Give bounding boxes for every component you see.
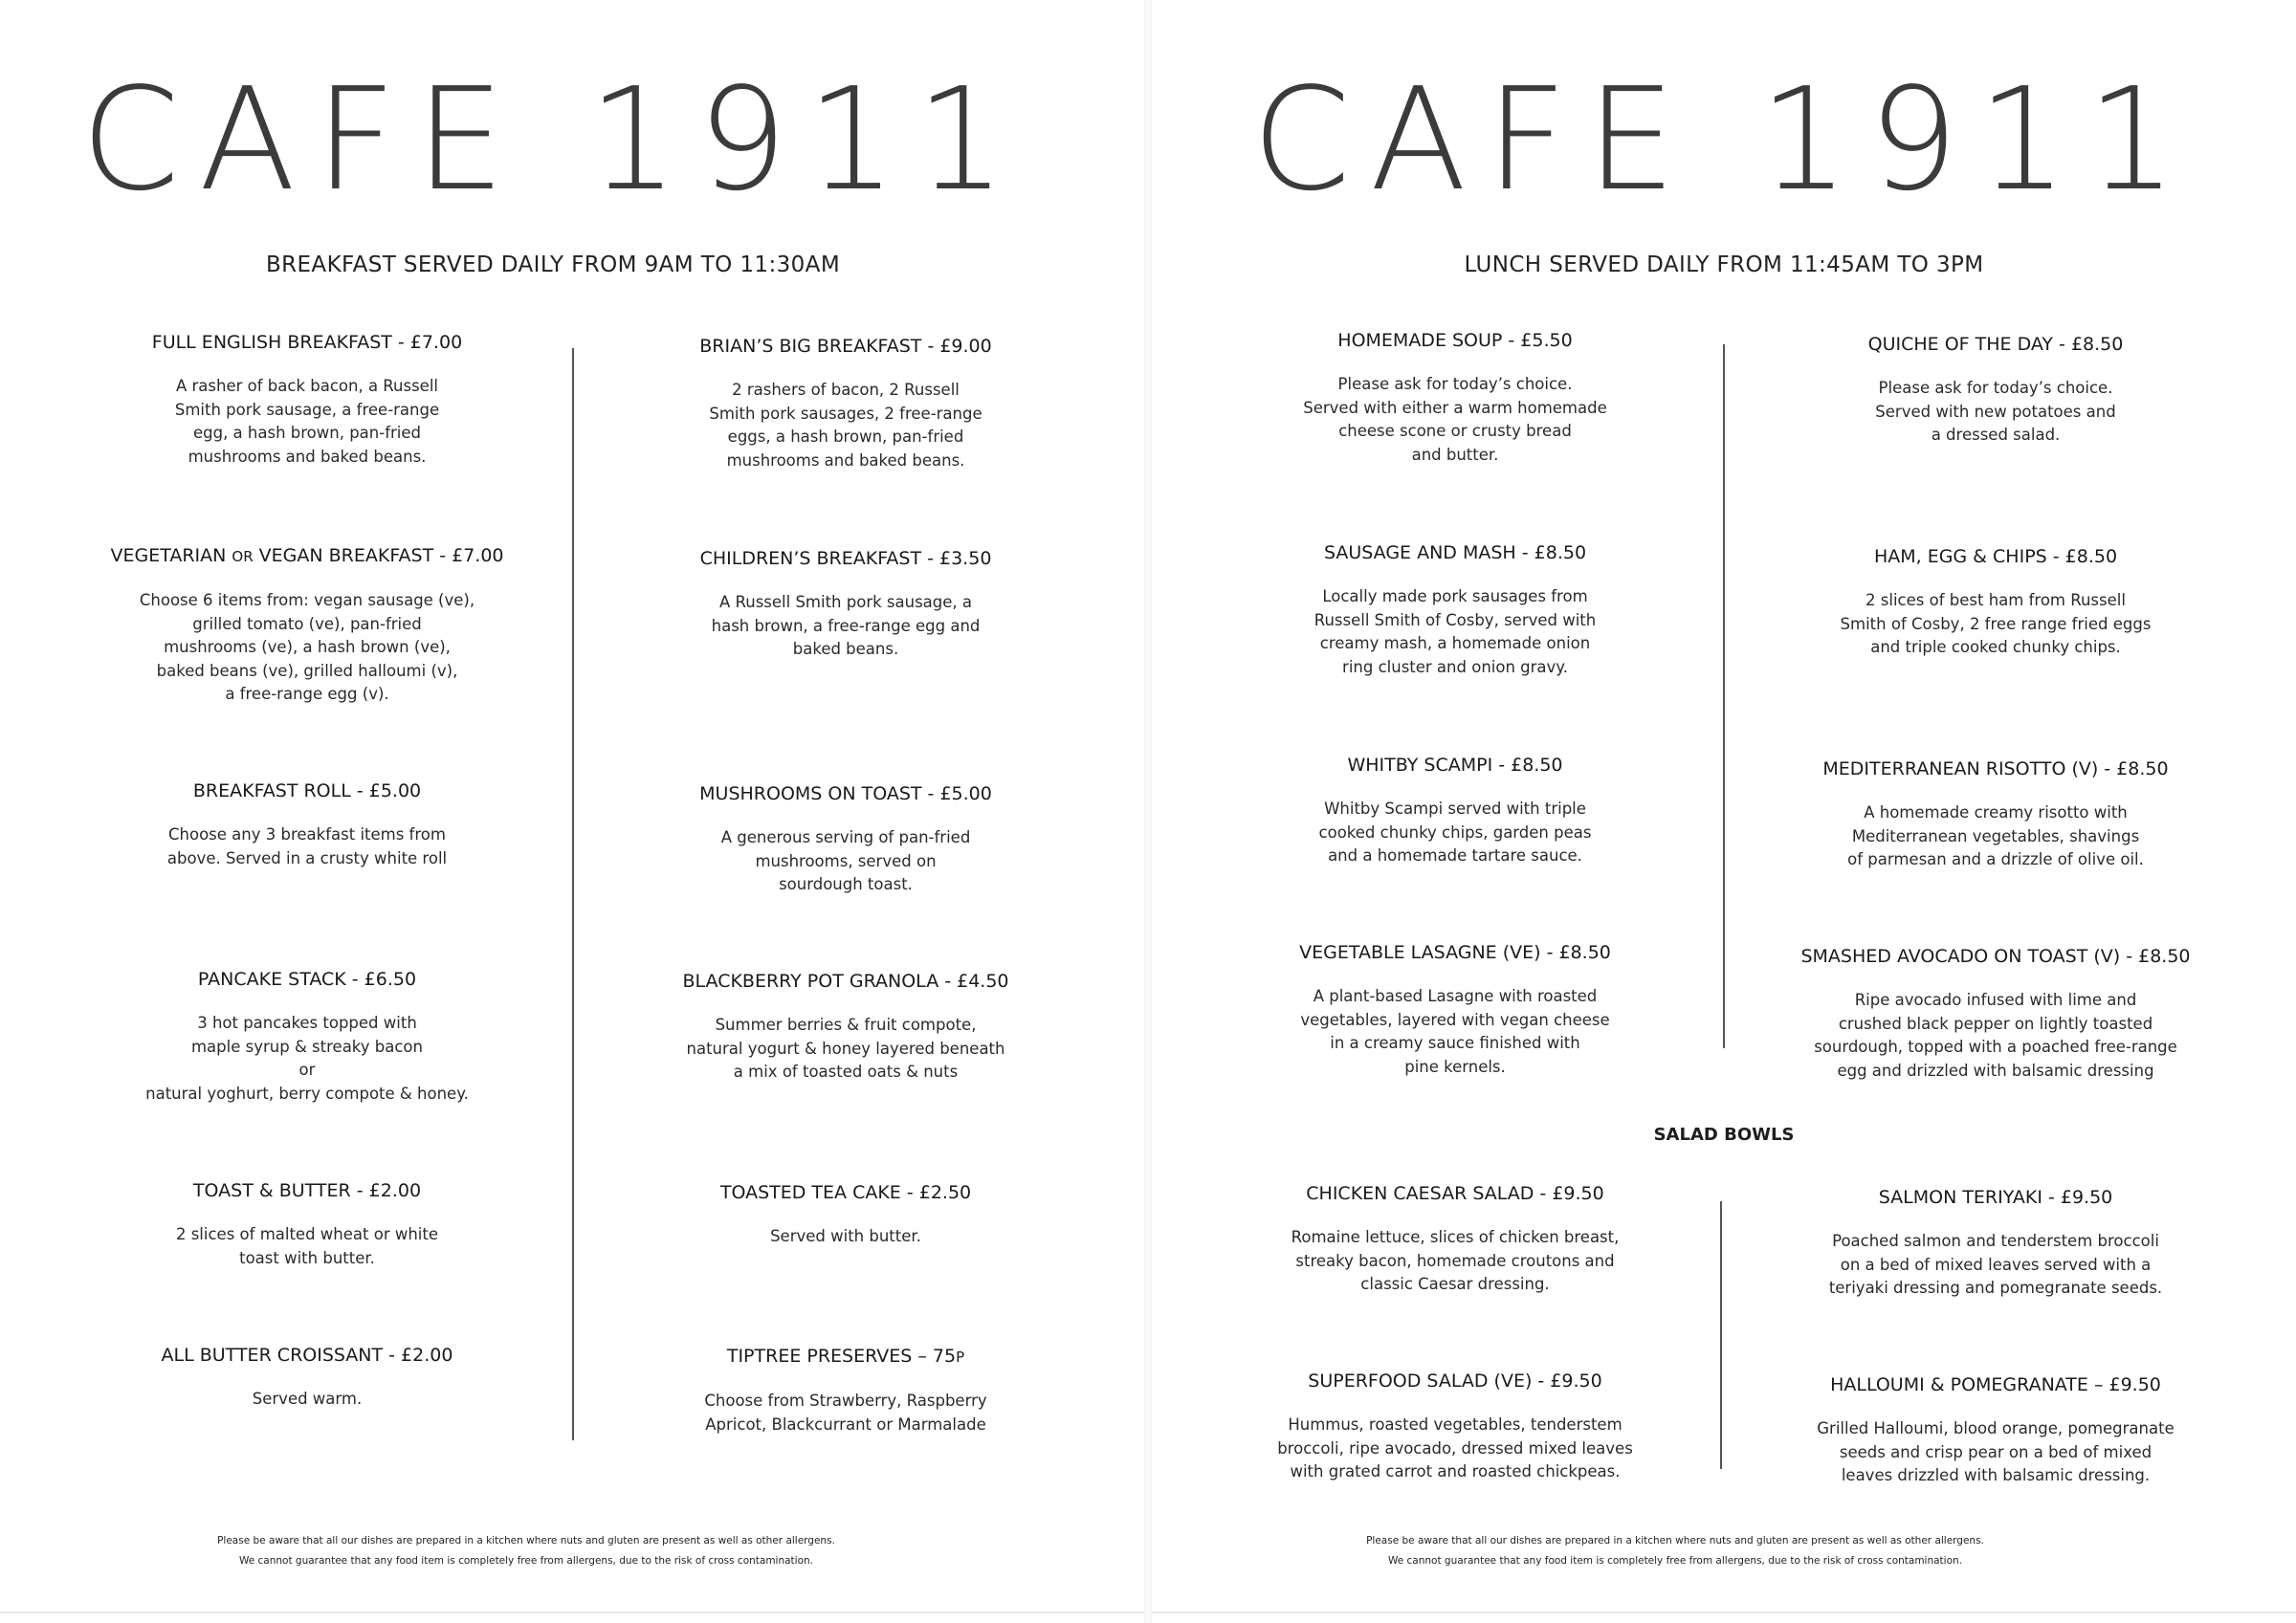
menu-item — [1785, 757, 2206, 872]
menu-item-title: BLACKBERRY POT GRANOLA - £4.50 — [682, 971, 1009, 992]
allergen-notice — [0, 1531, 1144, 1571]
menu-item-title: HALLOUMI & POMEGRANATE – £9.50 — [1830, 1374, 2161, 1395]
breakfast-hours: BREAKFAST SERVED DAILY FROM 9AM TO 11:30AM — [265, 252, 841, 277]
cafe-logo: CAFE 1911 — [1251, 57, 2197, 222]
menu-item — [1245, 1370, 1666, 1484]
menu-item — [1785, 545, 2206, 660]
menu-item — [97, 968, 518, 1106]
allergen-notice-line: We cannot guarantee that any food item is completely free from allergens, due to the risk of cross contamination. — [1387, 1555, 1963, 1567]
menu-item-description: 2 slices of malted wheat or white toast with butter. — [175, 1225, 439, 1267]
menu-item-title: PANCAKE STACK - £6.50 — [197, 969, 417, 990]
menu-item — [1245, 1182, 1666, 1297]
menu-item-description: A homemade creamy risotto with Mediterranean vegetables, shavings of parmesan and a drizzle of olive oil. — [1847, 803, 2144, 868]
menu-item — [1785, 1186, 2206, 1301]
menu-item-description: Whitby Scampi served with triple cooked chunky chips, garden peas and a homemade tartare sauce. — [1318, 800, 1592, 865]
menu-item — [1245, 541, 1666, 679]
menu-item-description: Served with butter. — [770, 1227, 921, 1245]
menu-item — [635, 1345, 1056, 1437]
menu-item — [1785, 945, 2206, 1083]
menu-item-title-part: VEGAN BREAKFAST - £7.00 — [253, 545, 504, 566]
page-edge — [1152, 1612, 2296, 1613]
menu-item — [1245, 941, 1666, 1079]
lunch-menu-page — [1152, 0, 2296, 1623]
lunch-hours: LUNCH SERVED DAILY FROM 11:45AM TO 3PM — [1464, 252, 1984, 277]
menu-item-description: A plant-based Lasagne with roasted vegetables, layered with vegan cheese in a creamy sauce finished with pine kernels. — [1300, 987, 1610, 1076]
menu-item-title: WHITBY SCAMPI - £8.50 — [1347, 755, 1563, 776]
menu-item-description: Choose from Strawberry, Raspberry Apricot, Blackcurrant or Marmalade — [704, 1392, 987, 1434]
menu-item-title: ALL BUTTER CROISSANT - £2.00 — [161, 1345, 453, 1366]
column-divider — [1720, 1201, 1722, 1469]
menu-item — [97, 1179, 518, 1270]
menu-item-description: Please ask for today’s choice. Served with new potatoes and a dressed salad. — [1875, 379, 2116, 444]
menu-item-description: Romaine lettuce, slices of chicken breast, streaky bacon, homemade croutons and classic Caesar dressing. — [1291, 1228, 1620, 1293]
menu-item — [1785, 333, 2206, 448]
menu-item-description: 2 slices of best ham from Russell Smith of Cosby, 2 free range fried eggs and triple cooked chunky chips. — [1840, 591, 2152, 656]
menu-item-title: SALMON TERIYAKI - £9.50 — [1878, 1187, 2113, 1208]
menu-item-title: SAUSAGE AND MASH - £8.50 — [1323, 542, 1587, 563]
breakfast-menu-page — [0, 0, 1144, 1623]
menu-item-title — [635, 1345, 1056, 1369]
menu-item-description: A Russell Smith pork sausage, a hash brown, a free-range egg and baked beans. — [711, 593, 981, 658]
column-divider — [572, 348, 574, 1440]
menu-item — [97, 1344, 518, 1412]
menu-item-title: SUPERFOOD SALAD (VE) - £9.50 — [1308, 1371, 1602, 1392]
menu-item-title: HOMEMADE SOUP - £5.50 — [1337, 330, 1573, 351]
menu-item-title: CHICKEN CAESAR SALAD - £9.50 — [1306, 1183, 1604, 1204]
menu-item-title-part: VEGETARIAN — [110, 545, 232, 566]
menu-item — [1785, 1373, 2206, 1488]
menu-item-description: 2 rashers of bacon, 2 Russell Smith pork sausages, 2 free-range eggs, a hash brown, pan-fried mushrooms and baked beans. — [709, 381, 982, 470]
menu-item-title: TOAST & BUTTER - £2.00 — [192, 1180, 422, 1201]
menu-item-description: Locally made pork sausages from Russell Smith of Cosby, served with creamy mash, a homemade onion ring cluster and onion gravy. — [1314, 587, 1597, 676]
menu-item-title — [97, 544, 518, 568]
menu-item — [635, 970, 1056, 1085]
menu-item — [1245, 329, 1666, 467]
menu-item-description: 3 hot pancakes topped with maple syrup & streaky bacon or natural yoghurt, berry compote & honey. — [145, 1014, 469, 1103]
menu-item-title: TOASTED TEA CAKE - £2.50 — [719, 1182, 972, 1203]
menu-item-title-part: TIPTREE PRESERVES – 75 — [726, 1346, 957, 1367]
allergen-notice-line: We cannot guarantee that any food item is completely free from allergens, due to the risk of cross contamination. — [238, 1555, 814, 1567]
menu-item — [635, 547, 1056, 662]
menu-item-title: VEGETABLE LASAGNE (VE) - £8.50 — [1299, 942, 1611, 963]
menu-item-description: Ripe avocado infused with lime and crushed black pepper on lightly toasted sourdough, topped with a poached free-range egg and drizzled with balsamic dressing — [1814, 991, 2177, 1080]
menu-item — [97, 779, 518, 870]
allergen-notice-line: Please be aware that all our dishes are prepared in a kitchen where nuts and gluten are present as well as other allergens. — [217, 1535, 835, 1546]
page-gutter — [1144, 0, 1152, 1623]
menu-item-description: A rasher of back bacon, a Russell Smith pork sausage, a free-range egg, a hash brown, pan-fried mushrooms and baked beans. — [174, 377, 440, 466]
menu-item-description: Choose any 3 breakfast items from above. Served in a crusty white roll — [166, 825, 448, 867]
menu-item-title-part: P — [956, 1349, 965, 1366]
menu-item-description: Served warm. — [252, 1390, 363, 1408]
menu-item-description: Choose 6 items from: vegan sausage (ve), grilled tomato (ve), pan-fried mushrooms (ve), a hash brown (ve), baked beans (ve), grilled halloumi (v), a free-range egg (v). — [139, 591, 475, 703]
menu-item-title: MEDITERRANEAN RISOTTO (V) - £8.50 — [1822, 758, 2169, 779]
menu-item-title: FULL ENGLISH BREAKFAST - £7.00 — [151, 332, 463, 353]
menu-item-description: A generous serving of pan-fried mushrooms, served on sourdough toast. — [720, 828, 971, 893]
menu-item — [97, 544, 518, 707]
menu-item — [1245, 754, 1666, 868]
salad-bowls-heading: SALAD BOWLS — [1653, 1125, 1795, 1145]
menu-item-title: QUICHE OF THE DAY - £8.50 — [1867, 334, 2124, 355]
allergen-notice — [1152, 1531, 2296, 1571]
cafe-logo: CAFE 1911 — [80, 57, 1026, 222]
menu-item-title: HAM, EGG & CHIPS - £8.50 — [1873, 546, 2118, 567]
column-divider — [1723, 344, 1725, 1048]
allergen-notice-line: Please be aware that all our dishes are prepared in a kitchen where nuts and gluten are present as well as other allergens. — [1366, 1535, 1984, 1546]
menu-item-title: BREAKFAST ROLL - £5.00 — [192, 780, 422, 801]
menu-item-description: Hummus, roasted vegetables, tenderstem broccoli, ripe avocado, dressed mixed leaves with grated carrot and roasted chickpeas. — [1277, 1415, 1633, 1480]
menu-item-title-part: OR — [232, 548, 254, 565]
menu-item — [635, 1181, 1056, 1249]
menu-item — [635, 782, 1056, 897]
menu-item-description: Please ask for today’s choice. Served with either a warm homemade cheese scone or crusty bread and butter. — [1303, 375, 1607, 464]
page-edge — [0, 1612, 1144, 1613]
menu-item-description: Summer berries & fruit compote, natural yogurt & honey layered beneath a mix of toasted oats & nuts — [686, 1016, 1005, 1081]
menu-item-title: MUSHROOMS ON TOAST - £5.00 — [699, 783, 992, 804]
menu-item-title: SMASHED AVOCADO ON TOAST (V) - £8.50 — [1800, 946, 2191, 967]
menu-item-description: Poached salmon and tenderstem broccoli on a bed of mixed leaves served with a teriyaki dressing and pomegranate seeds. — [1828, 1232, 2163, 1297]
menu-item-description: Grilled Halloumi, blood orange, pomegranate seeds and crisp pear on a bed of mixed leaves drizzled with balsamic dressing. — [1817, 1419, 2175, 1484]
menu-item-title: CHILDREN’S BREAKFAST - £3.50 — [699, 548, 992, 569]
menu-item — [97, 331, 518, 469]
menu-item — [635, 335, 1056, 472]
menu-item-title: BRIAN’S BIG BREAKFAST - £9.00 — [699, 336, 992, 357]
